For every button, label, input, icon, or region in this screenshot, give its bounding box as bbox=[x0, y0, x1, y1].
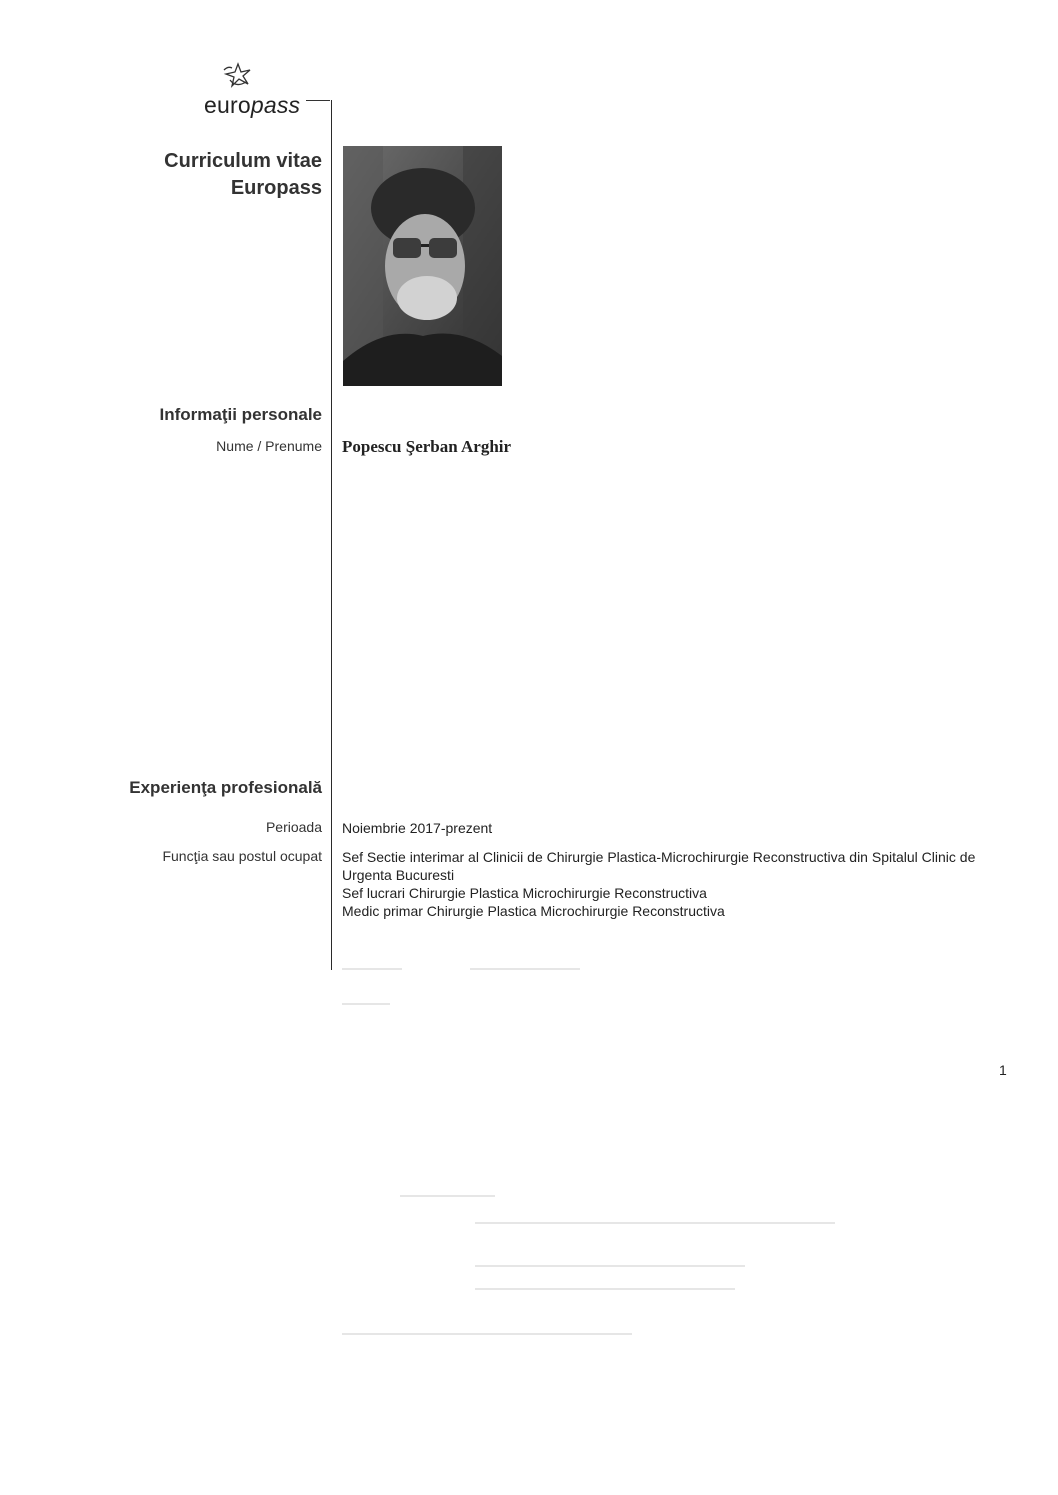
portrait-photo bbox=[343, 146, 502, 386]
position-label: Funcţia sau postul ocupat bbox=[162, 848, 322, 864]
position-line: Urgenta Bucuresti bbox=[342, 867, 455, 883]
scan-residue bbox=[475, 1265, 745, 1267]
cv-title-line2: Europass bbox=[230, 177, 322, 199]
experience-heading: Experienţa profesională bbox=[129, 778, 322, 797]
logo-rule bbox=[306, 100, 330, 101]
scan-residue bbox=[342, 968, 402, 970]
page-number: 1 bbox=[999, 1062, 1007, 1078]
period-label: Perioada bbox=[265, 819, 322, 835]
position-line: Sef Sectie interimar al Clinicii de Chirurgie Plastica-Microchirurgie Reconstructiva din Spitalul Clinic de bbox=[342, 849, 976, 865]
name-value: Popescu Şerban Arghir bbox=[342, 437, 512, 456]
period-value: Noiembrie 2017-prezent bbox=[342, 820, 493, 836]
europass-wordmark: europass bbox=[204, 92, 301, 118]
position-line: Sef lucrari Chirurgie Plastica Microchirurgie Reconstructiva bbox=[342, 885, 707, 901]
positions-list bbox=[342, 848, 975, 920]
cv-title-line1: Curriculum vitae bbox=[164, 150, 322, 172]
position-line: Medic primar Chirurgie Plastica Microchirurgie Reconstructiva bbox=[342, 903, 725, 919]
scan-residue bbox=[342, 1003, 390, 1005]
scan-residue bbox=[342, 1333, 632, 1335]
portrait-image bbox=[343, 146, 502, 386]
scan-residue bbox=[400, 1195, 495, 1197]
europass-star-figure-icon bbox=[218, 62, 258, 96]
column-divider bbox=[331, 100, 332, 970]
cv-title bbox=[164, 148, 322, 202]
personal-info-heading: Informaţii personale bbox=[159, 405, 322, 424]
europass-logo bbox=[196, 62, 336, 122]
scan-residue bbox=[475, 1222, 835, 1224]
scan-residue bbox=[470, 968, 580, 970]
scan-residue bbox=[475, 1288, 735, 1290]
name-label: Nume / Prenume bbox=[216, 438, 322, 454]
